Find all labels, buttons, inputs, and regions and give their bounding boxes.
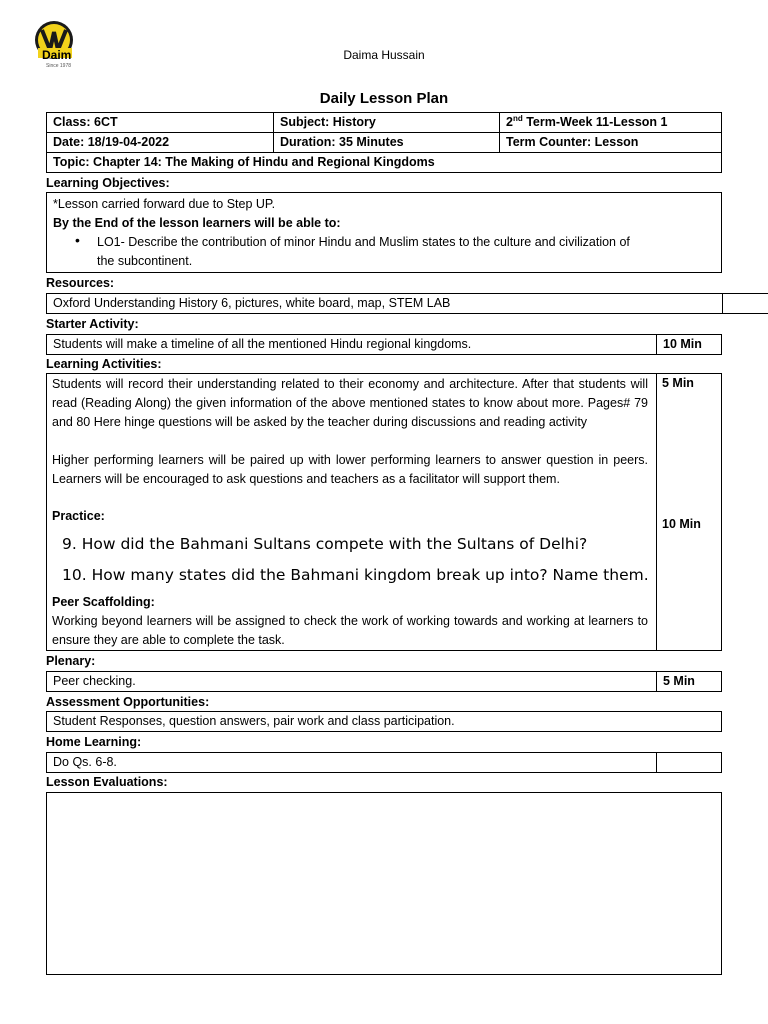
objectives-box bbox=[46, 192, 722, 273]
starter-time: 10 Min bbox=[663, 337, 702, 351]
learning-time-2: 10 Min bbox=[662, 517, 701, 531]
plenary-time: 5 Min bbox=[663, 674, 695, 688]
term-week-lesson: Term-Week 11-Lesson 1 bbox=[522, 115, 668, 129]
objective-lo1-line2: the subcontinent. bbox=[97, 254, 193, 268]
page-title: Daily Lesson Plan bbox=[319, 90, 449, 107]
topic-cell: Topic: Chapter 14: The Making of Hindu and Regional Kingdoms bbox=[53, 155, 435, 169]
learning-time-1: 5 Min bbox=[662, 376, 694, 390]
class-cell: Class: 6CT bbox=[53, 115, 118, 129]
date-cell: Date: 18/19-04-2022 bbox=[53, 135, 170, 149]
info-table bbox=[46, 112, 722, 173]
learning-label: Learning Activities: bbox=[46, 357, 162, 371]
question-10: 10. How many states did the Bahmani kingdom break up into? Name them. bbox=[62, 566, 649, 584]
home-label: Home Learning: bbox=[46, 735, 142, 749]
learning-para2: Higher performing learners will be paired up with lower performing learners to answer question in peers. Learners will be encouraged to ask questions and teachers as a facilitator will support them. bbox=[52, 453, 648, 486]
question-9: 9. How did the Bahmani Sultans compete with the Sultans of Delhi? bbox=[62, 535, 588, 553]
learning-para1: Students will record their understanding related to their economy and architecture. After that students will read (Reading Along) the given information of the above mentioned states to know about more. Pages# 79 and 80 Here hinge questions will be asked by the teacher during discussions and reading activity bbox=[52, 377, 648, 429]
term-cell bbox=[500, 113, 673, 132]
practice-label: Practice: bbox=[52, 509, 105, 523]
subject-cell: Subject: History bbox=[280, 115, 376, 129]
plenary-box bbox=[46, 671, 722, 692]
starter-label: Starter Activity: bbox=[46, 317, 139, 331]
home-box bbox=[46, 752, 722, 773]
resources-box bbox=[46, 293, 768, 314]
logo-text: Daim bbox=[42, 48, 72, 62]
duration-cell: Duration: 35 Minutes bbox=[280, 135, 404, 149]
teacher-name: Daima Hussain bbox=[343, 48, 425, 62]
school-logo bbox=[30, 18, 82, 70]
starter-text: Students will make a timeline of all the mentioned Hindu regional kingdoms. bbox=[53, 337, 472, 351]
term-number: 2 bbox=[506, 115, 513, 129]
plenary-label: Plenary: bbox=[46, 654, 96, 668]
logo-subtext: Since 1978 bbox=[46, 63, 72, 69]
evaluation-label: Lesson Evaluations: bbox=[46, 775, 168, 789]
assessment-text: Student Responses, question answers, pair work and class participation. bbox=[53, 714, 455, 728]
resources-text: Oxford Understanding History 6, pictures, white board, map, STEM LAB bbox=[53, 296, 451, 310]
bullet-icon: • bbox=[75, 232, 80, 248]
objectives-label: Learning Objectives: bbox=[46, 176, 170, 190]
objective-lo1-line1: LO1- Describe the contribution of minor Hindu and Muslim states to the culture and civilization of bbox=[97, 235, 630, 249]
home-text: Do Qs. 6-8. bbox=[53, 755, 117, 769]
assessment-box bbox=[46, 711, 722, 732]
peer-label: Peer Scaffolding: bbox=[52, 595, 155, 609]
starter-box bbox=[46, 334, 722, 355]
objectives-intro: By the End of the lesson learners will be able to: bbox=[53, 216, 341, 230]
plenary-text: Peer checking. bbox=[53, 674, 136, 688]
assessment-label: Assessment Opportunities: bbox=[46, 695, 210, 709]
term-counter-cell: Term Counter: Lesson bbox=[506, 135, 639, 149]
objectives-carried: *Lesson carried forward due to Step UP. bbox=[53, 197, 276, 211]
resources-label: Resources: bbox=[46, 276, 115, 290]
term-superscript: nd bbox=[512, 113, 523, 123]
peer-text: Working beyond learners will be assigned to check the work of working towards and working at learners to ensure they are able to complete the task. bbox=[52, 614, 648, 647]
evaluation-box bbox=[46, 792, 722, 975]
